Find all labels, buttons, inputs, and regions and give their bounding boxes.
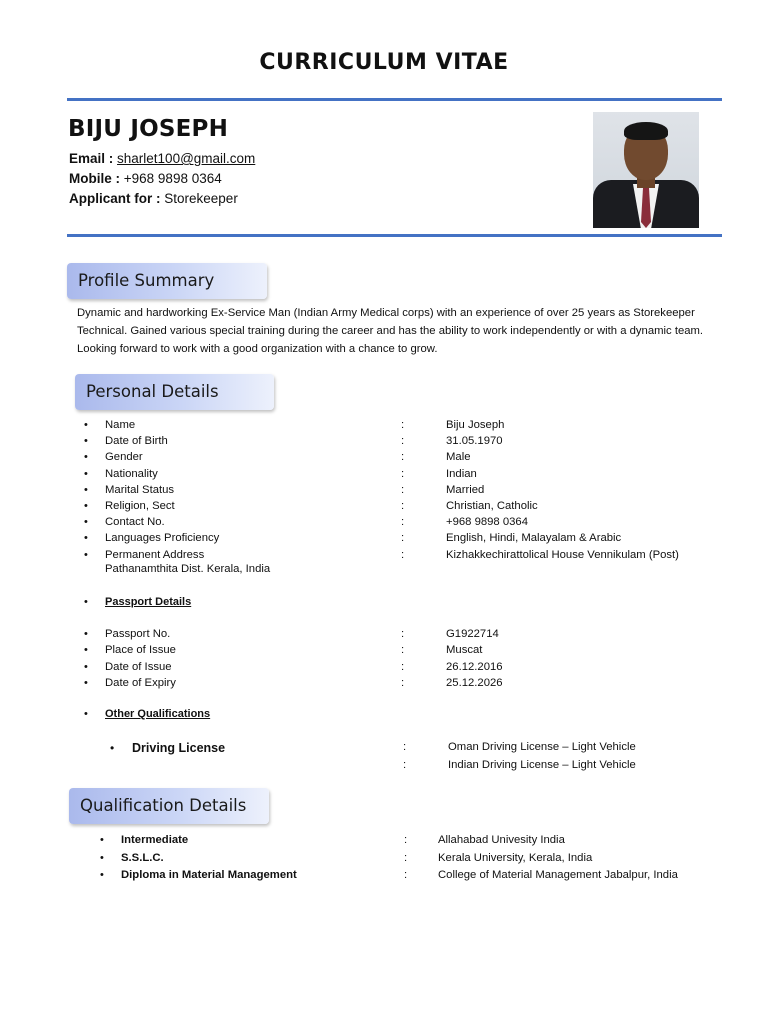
detail-value: 25.12.2026 (446, 676, 503, 689)
mobile-value: +968 9898 0364 (123, 171, 222, 186)
applicant-for-value: Storekeeper (164, 191, 238, 206)
detail-row (0, 451, 768, 467)
detail-label: Name (105, 419, 136, 431)
detail-value: Married (446, 483, 485, 496)
qualification-details-heading (69, 788, 269, 824)
mobile-label: Mobile : (69, 171, 120, 186)
detail-label: S.S.L.C. (121, 851, 164, 864)
detail-row (0, 516, 768, 532)
bullet: • (84, 500, 88, 512)
detail-label: Marital Status (105, 483, 175, 496)
detail-value: +968 9898 0364 (446, 516, 528, 529)
bullet: • (84, 451, 88, 464)
colon: : (401, 435, 405, 448)
bullet: • (84, 596, 88, 608)
top-divider (67, 98, 722, 101)
detail-label: Date of Issue (105, 660, 172, 673)
detail-row (0, 419, 768, 435)
detail-value: 26.12.2016 (446, 660, 503, 673)
detail-label: Date of Expiry (105, 676, 176, 689)
detail-label: Gender (105, 451, 143, 464)
applicant-for-label: Applicant for : (69, 191, 161, 206)
detail-value: English, Hindi, Malayalam & Arabic (446, 532, 622, 545)
profile-summary-heading-label: Profile Summary (78, 271, 215, 290)
detail-value: College of Material Management Jabalpur, India (438, 869, 678, 881)
detail-label: Intermediate (121, 834, 189, 846)
detail-label: Nationality (105, 467, 158, 480)
detail-row (0, 644, 768, 660)
colon: : (403, 741, 407, 753)
detail-label: Permanent Address (105, 548, 205, 561)
bullet: • (84, 644, 88, 657)
detail-label: Passport No. (105, 628, 171, 640)
header-bottom-divider (67, 234, 722, 237)
detail-label: Languages Proficiency (105, 532, 220, 545)
driving-license-row (0, 741, 768, 757)
driving-license-value: Indian Driving License – Light Vehicle (448, 759, 636, 771)
email-label: Email : (69, 151, 114, 166)
detail-label: Religion, Sect (105, 500, 175, 512)
colon: : (401, 628, 405, 640)
bullet: • (84, 628, 88, 640)
bullet: • (84, 435, 88, 448)
detail-row (0, 677, 768, 693)
bullet: • (84, 467, 88, 480)
bullet: • (100, 869, 104, 881)
colon: : (404, 834, 408, 846)
colon: : (401, 419, 405, 431)
detail-row (0, 500, 768, 516)
detail-value: Biju Joseph (446, 419, 505, 431)
profile-summary-heading (67, 263, 267, 299)
detail-value: Kizhakkechirattolical House Vennikulam (Post) (446, 548, 679, 561)
detail-label: Diploma in Material Management (121, 869, 297, 881)
bullet: • (84, 483, 88, 496)
passport-subheading-row (0, 596, 768, 612)
detail-label: Contact No. (105, 516, 165, 529)
detail-value: Kerala University, Kerala, India (438, 851, 593, 864)
profile-summary-text: Dynamic and hardworking Ex-Service Man (Indian Army Medical corps) with an experience of over 25 years as Storekeeper Technical. Gained various special training during the career and has the ability to work independently or with a dynamic team. Looking forward to work with a good organization with a chance to grow. (77, 307, 704, 355)
detail-value: Allahabad Univesity India (438, 834, 565, 846)
mobile-line (69, 171, 222, 186)
colon: : (401, 467, 405, 480)
detail-row (0, 484, 768, 500)
other-qualifications-row (0, 708, 768, 724)
bullet: • (84, 548, 88, 561)
driving-license-value: Oman Driving License – Light Vehicle (448, 741, 636, 753)
qualification-row (0, 834, 768, 850)
colon: : (404, 869, 408, 881)
detail-label: Date of Birth (105, 435, 168, 448)
driving-license-label: Driving License (132, 741, 226, 755)
bullet: • (84, 419, 88, 431)
colon: : (404, 851, 408, 864)
qualification-details-heading-label: Qualification Details (80, 796, 247, 815)
qualification-row (0, 852, 768, 868)
personal-details-heading-label: Personal Details (86, 382, 219, 401)
colon: : (401, 451, 405, 464)
colon: : (401, 500, 405, 512)
bullet: • (100, 834, 104, 846)
bullet: • (84, 532, 88, 545)
passport-details-heading: Passport Details (105, 596, 192, 608)
personal-details-heading (75, 374, 274, 410)
detail-value: Male (446, 451, 471, 464)
email-link[interactable]: sharlet100@gmail.com (117, 151, 256, 166)
driving-license-row-2 (0, 759, 768, 775)
document-title: CURRICULUM VITAE (259, 50, 509, 75)
colon: : (401, 644, 405, 657)
bullet: • (110, 741, 115, 755)
profile-photo (593, 112, 699, 228)
detail-label: Place of Issue (105, 644, 176, 657)
applicant-for-line (69, 191, 238, 206)
detail-row (0, 661, 768, 677)
colon: : (401, 532, 405, 545)
colon: : (401, 548, 405, 561)
other-qualifications-heading: Other Qualifications (105, 708, 211, 720)
colon: : (403, 759, 407, 771)
colon: : (401, 676, 405, 689)
detail-row (0, 532, 768, 548)
applicant-name: BIJU JOSEPH (68, 116, 229, 142)
detail-value: Muscat (446, 644, 483, 657)
detail-value: G1922714 (446, 628, 499, 640)
bullet: • (84, 660, 88, 673)
email-line (69, 151, 255, 166)
detail-row (0, 468, 768, 484)
detail-value: Christian, Catholic (446, 500, 538, 512)
detail-row (0, 628, 768, 644)
qualification-row (0, 869, 768, 885)
bullet: • (84, 708, 88, 720)
bullet: • (84, 516, 88, 529)
detail-value: Indian (446, 467, 477, 480)
bullet: • (100, 851, 104, 864)
detail-row (0, 435, 768, 451)
colon: : (401, 516, 405, 529)
detail-value: 31.05.1970 (446, 435, 503, 448)
colon: : (401, 483, 405, 496)
colon: : (401, 660, 405, 673)
address-continuation: Pathanamthita Dist. Kerala, India (105, 563, 271, 575)
bullet: • (84, 676, 88, 689)
